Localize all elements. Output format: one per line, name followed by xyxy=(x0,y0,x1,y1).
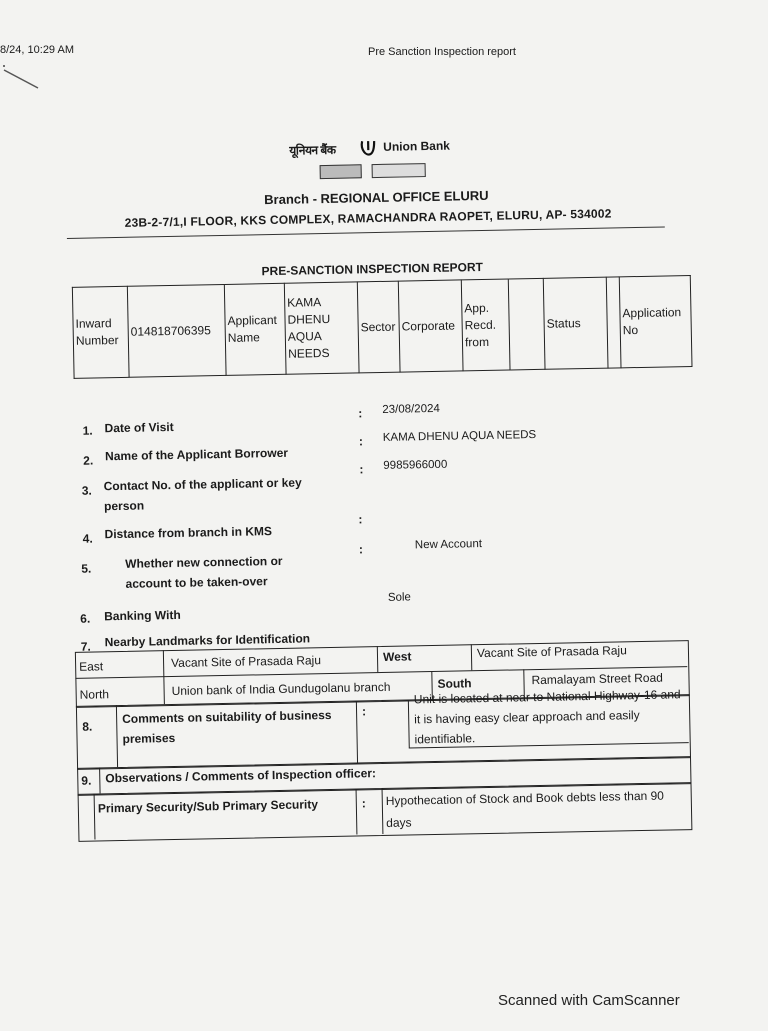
inward-table xyxy=(72,275,693,379)
security-label: Primary Security/Sub Primary Security xyxy=(97,797,319,816)
item-value: New Account xyxy=(414,538,483,552)
item-colon: : xyxy=(358,434,364,449)
report-title: PRE-SANCTION INSPECTION REPORT xyxy=(261,259,484,279)
inward-number-value: 014818706395 xyxy=(127,284,226,377)
logo-sub-marks xyxy=(320,163,430,179)
observations-number: 9. xyxy=(81,773,92,788)
comments-number: 8. xyxy=(82,719,93,734)
item-label: Contact No. of the applicant or key xyxy=(103,475,302,494)
print-date: 8/24, 10:29 AM xyxy=(0,44,74,56)
item-number: 6. xyxy=(80,611,91,626)
east-label: East xyxy=(79,659,104,674)
logo-hindi-text: यूनियन बैंक xyxy=(289,142,336,158)
item-label: Banking With xyxy=(104,607,181,624)
app-recd-value xyxy=(508,278,545,370)
security-value: Hypothecation of Stock and Book debts less than 90 days xyxy=(385,788,665,830)
south-value: Ramalayam Street Road xyxy=(531,670,663,688)
item-value: Sole xyxy=(387,591,412,604)
comments-value: Unit is located at near to National Highway-16 and it is having easy clear approach and easily identifiable. xyxy=(413,687,681,747)
logo-brand-text: Union Bank xyxy=(383,138,451,154)
status-label: Status xyxy=(543,277,608,369)
item-number: 7. xyxy=(80,639,91,654)
item-number: 3. xyxy=(81,483,92,498)
item-value: 23/08/2024 xyxy=(382,402,440,416)
comments-label: Comments on suitability of business premises xyxy=(122,707,332,746)
camscanner-watermark: Scanned with CamScanner xyxy=(498,992,680,1009)
union-bank-logo-icon xyxy=(358,138,380,163)
item-label: Date of Visit xyxy=(104,419,174,436)
print-title: Pre Sanction Inspection report xyxy=(368,46,516,58)
applicant-name-value: KAMA DHENU AQUA NEEDS xyxy=(284,282,359,374)
sector-label: Sector xyxy=(357,281,400,373)
application-no-label: Application No xyxy=(619,276,692,368)
item-value: KAMA DHENU AQUA NEEDS xyxy=(382,428,537,444)
sector-value: Corporate xyxy=(398,280,463,372)
item-label: Whether new connection or xyxy=(125,553,283,571)
item-number: 1. xyxy=(82,423,93,438)
branch-address: 23B-2-7/1,I FLOOR, KKS COMPLEX, RAMACHANDRA RAOPET, ELURU, AP- 534002 xyxy=(124,206,612,230)
north-label: North xyxy=(79,687,110,702)
item-number: 2. xyxy=(83,453,94,468)
north-value: Union bank of India Gundugolanu branch xyxy=(171,679,391,699)
item-label: Distance from branch in KMS xyxy=(104,524,273,542)
west-value: Vacant Site of Prasada Raju xyxy=(476,643,627,661)
west-label: West xyxy=(382,649,412,664)
item-colon: : xyxy=(358,542,364,557)
item-label: Nearby Landmarks for Identification xyxy=(104,631,311,650)
branch-name: Branch - REGIONAL OFFICE ELURU xyxy=(264,187,489,208)
south-label: South xyxy=(437,676,472,691)
item-colon: : xyxy=(359,462,364,477)
observations-label: Observations / Comments of Inspection officer: xyxy=(105,766,377,786)
item-colon: : xyxy=(358,406,363,421)
item-number: 4. xyxy=(82,531,93,546)
security-colon: : xyxy=(361,796,366,811)
app-recd-label: App. Recd. from xyxy=(461,279,510,371)
east-value: Vacant Site of Prasada Raju xyxy=(170,653,322,671)
inward-number-label: Inward Number xyxy=(72,286,129,378)
item-colon: : xyxy=(358,512,363,527)
applicant-name-label: Applicant Name xyxy=(224,283,286,375)
item-label-cont: person xyxy=(103,498,145,514)
item-number: 5. xyxy=(81,561,92,576)
item-label: Name of the Applicant Borrower xyxy=(104,445,289,464)
item-label-cont: account to be taken-over xyxy=(125,574,268,591)
item-value: 9985966000 xyxy=(383,458,448,472)
comments-colon: : xyxy=(361,704,367,719)
table-row xyxy=(72,276,692,379)
